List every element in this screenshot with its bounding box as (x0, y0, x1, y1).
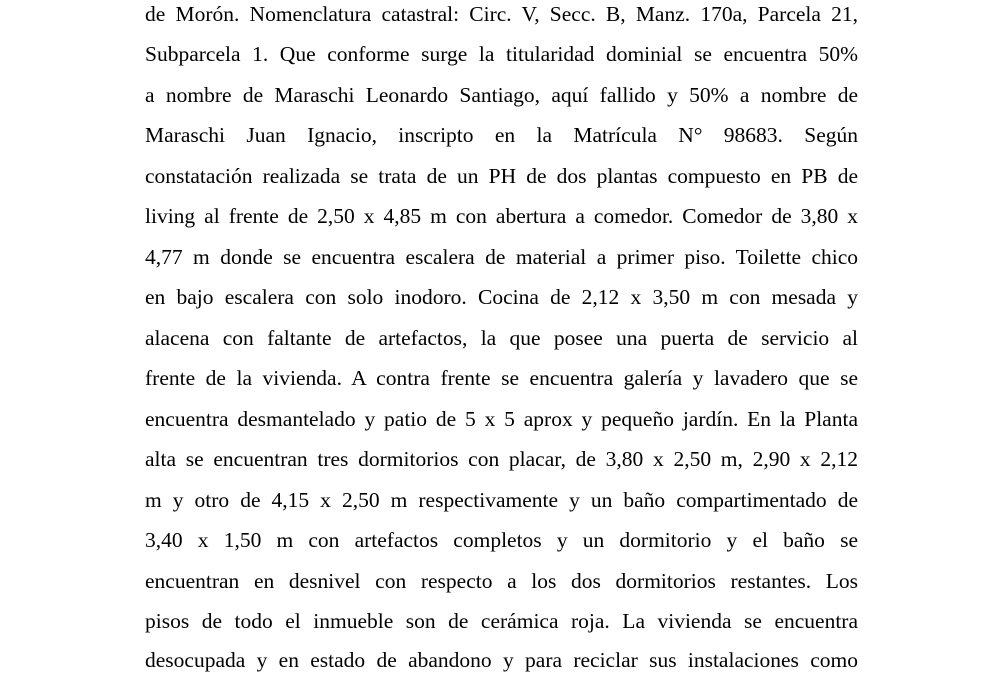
text-line: Subparcela 1. Que conforme surge la titularidad dominial se encuentra 50% (145, 42, 858, 66)
text-line: a nombre de Maraschi Leonardo Santiago, aquí fallido y 50% a nombre de (145, 83, 858, 107)
text-line: de Morón. Nomenclatura catastral: Circ. V, Secc. B, Manz. 170a, Parcela 21, (145, 2, 858, 26)
text-line: 4,77 m donde se encuentra escalera de material a primer piso. Toilette chico (145, 245, 858, 269)
text-line: m y otro de 4,15 x 2,50 m respectivamente y un baño compartimentado de (145, 488, 858, 512)
text-line: en bajo escalera con solo inodoro. Cocina de 2,12 x 3,50 m con mesada y (145, 285, 858, 309)
text-line: alacena con faltante de artefactos, la que posee una puerta de servicio al (145, 326, 858, 350)
text-line: desocupada y en estado de abandono y para reciclar sus instalaciones como (145, 648, 858, 672)
text-line: alta se encuentran tres dormitorios con placar, de 3,80 x 2,50 m, 2,90 x 2,12 (145, 447, 858, 471)
text-line: constatación realizada se trata de un PH de dos plantas compuesto en PB de (145, 164, 858, 188)
text-line: living al frente de 2,50 x 4,85 m con abertura a comedor. Comedor de 3,80 x (145, 204, 858, 228)
text-line: encuentra desmantelado y patio de 5 x 5 aprox y pequeño jardín. En la Planta (145, 407, 858, 431)
text-line: frente de la vivienda. A contra frente se encuentra galería y lavadero que se (145, 366, 858, 390)
text-line: encuentran en desnivel con respecto a los dos dormitorios restantes. Los (145, 569, 858, 593)
text-line: 3,40 x 1,50 m con artefactos completos y un dormitorio y el baño se (145, 528, 858, 552)
text-line: pisos de todo el inmueble son de cerámica roja. La vivienda se encuentra (145, 609, 858, 633)
text-line: Maraschi Juan Ignacio, inscripto en la Matrícula N° 98683. Según (145, 123, 858, 147)
